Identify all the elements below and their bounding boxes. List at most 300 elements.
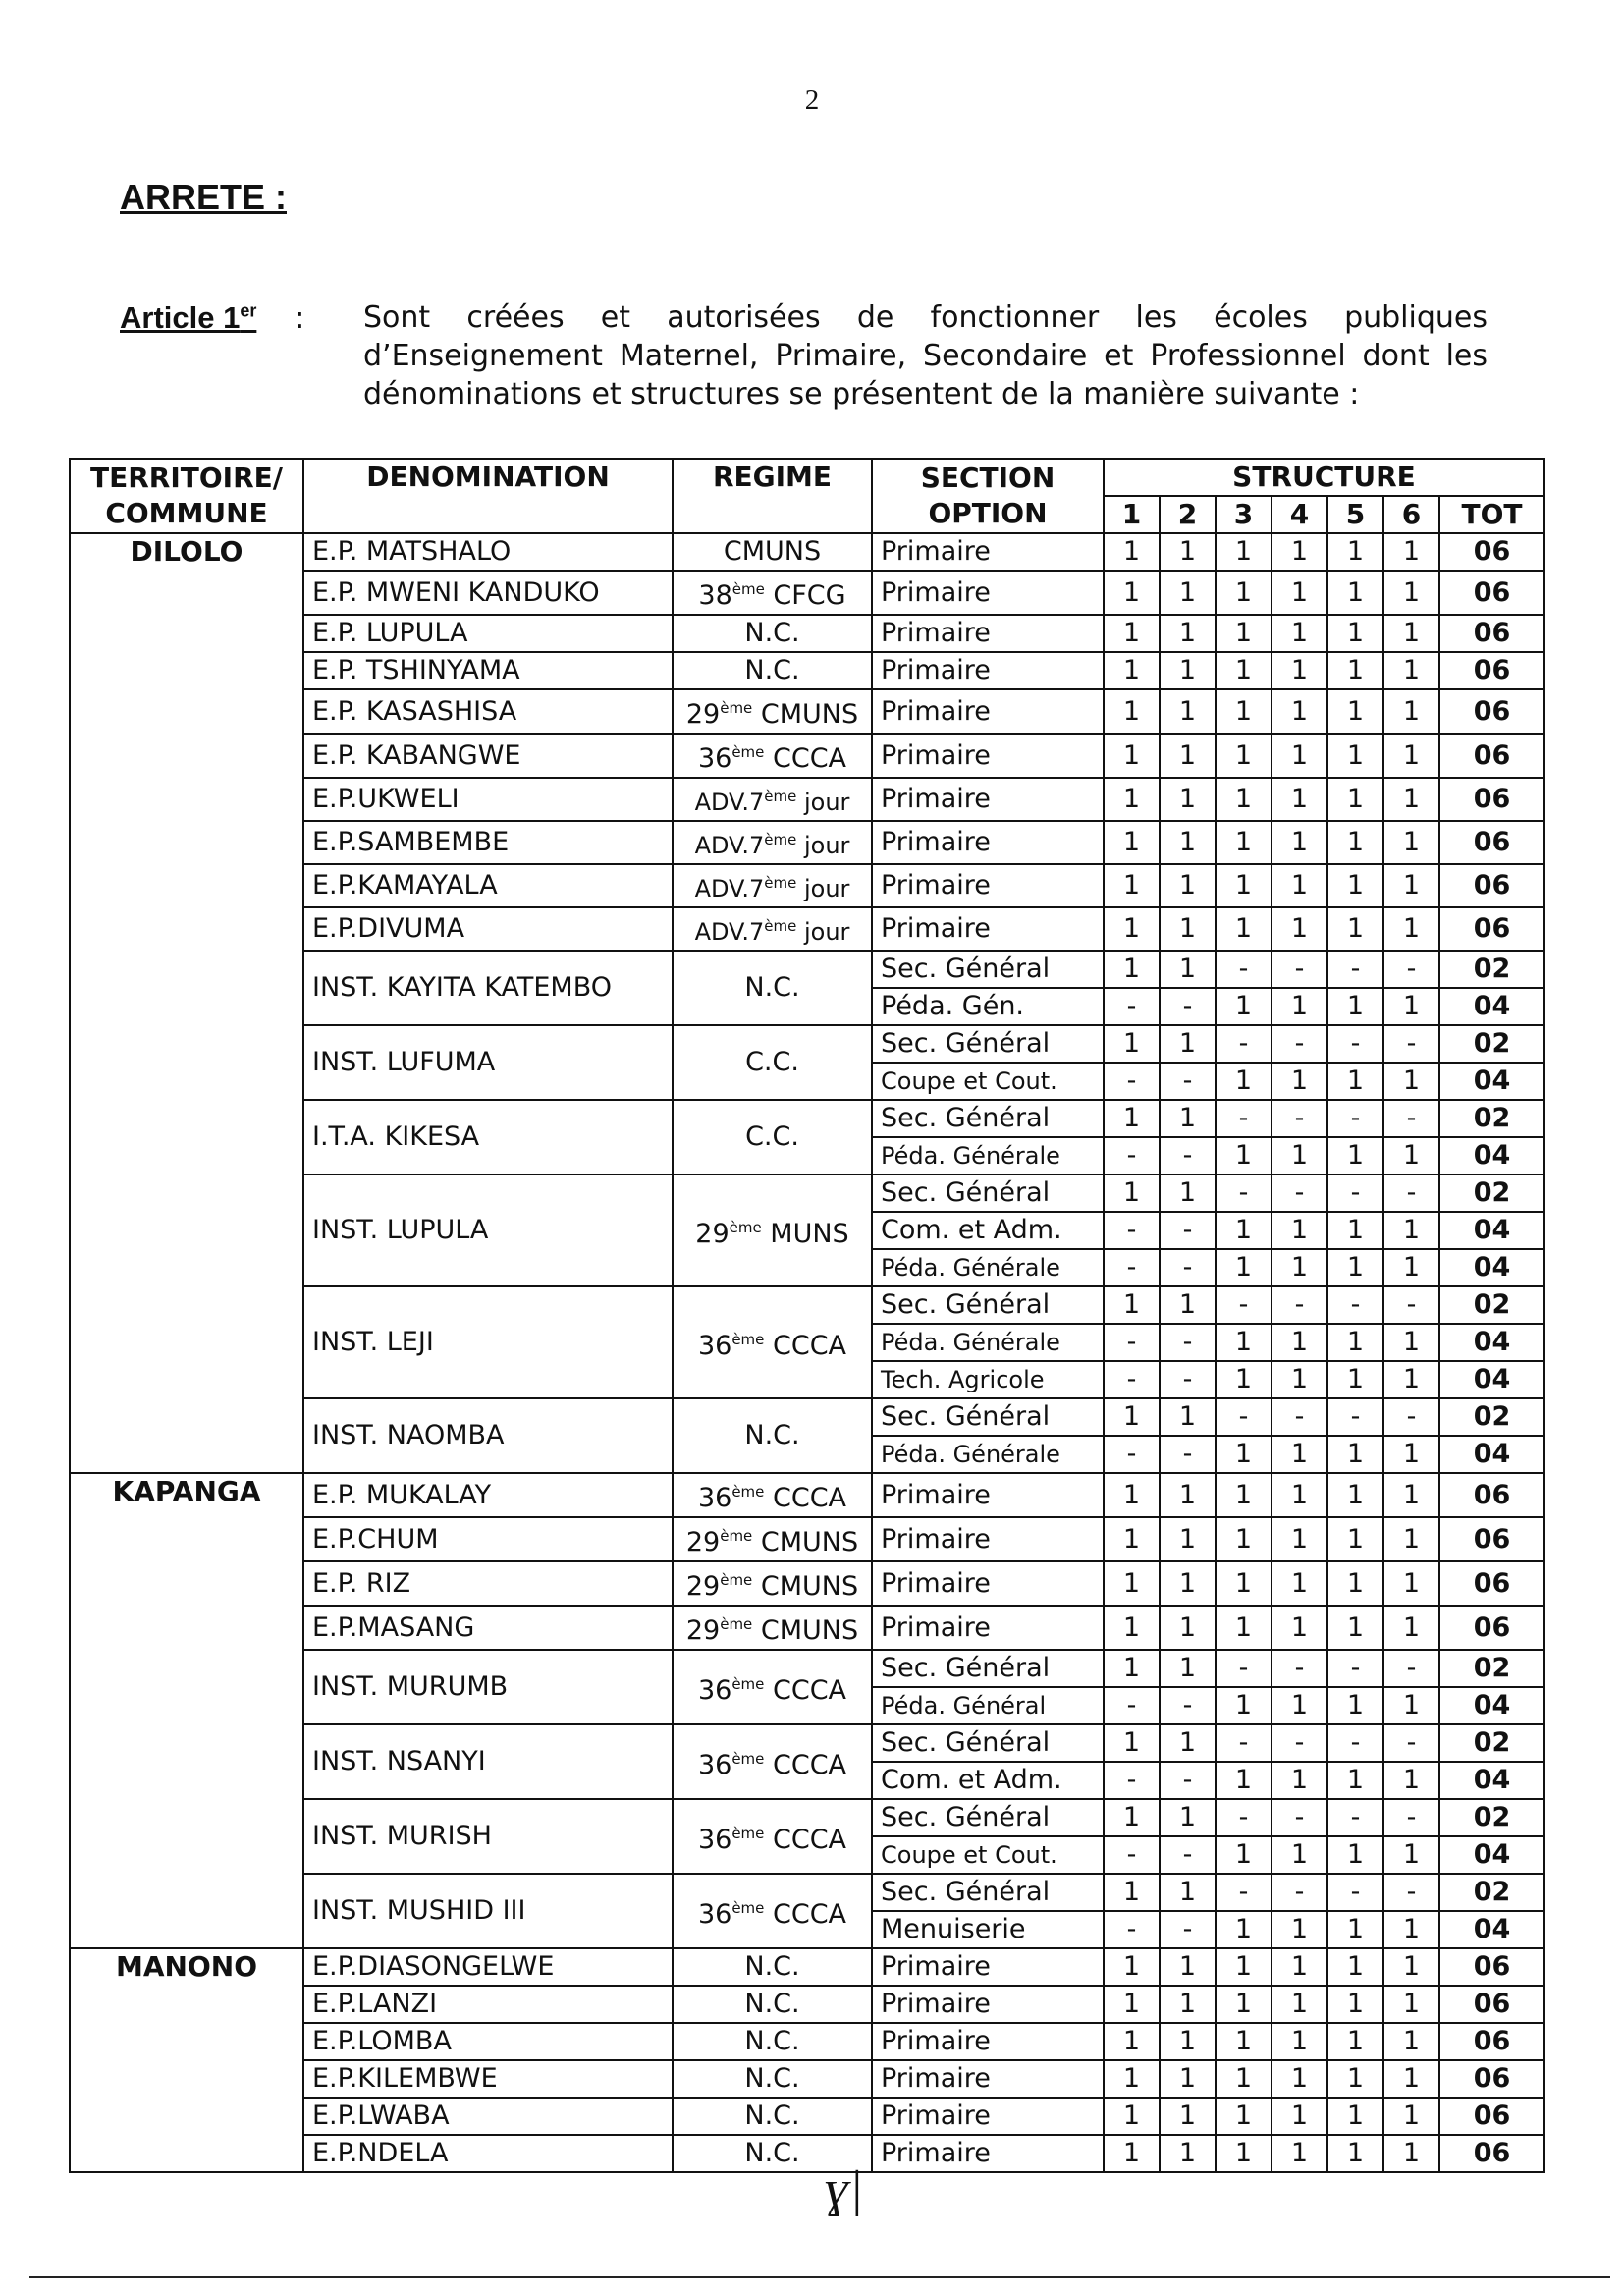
structure-cell: 1 <box>1383 1063 1439 1100</box>
territoire-cell: DILOLO <box>70 533 303 1473</box>
structure-cell: - <box>1160 1762 1216 1799</box>
structure-cell: - <box>1216 1799 1272 1836</box>
regime-cell: 36ème CCCA <box>673 1874 872 1948</box>
section-cell: Péda. Gén. <box>872 988 1104 1025</box>
total-cell: 02 <box>1439 1724 1544 1762</box>
structure-cell: 1 <box>1216 615 1272 652</box>
structure-cell: 1 <box>1104 1650 1160 1687</box>
structure-cell: 1 <box>1272 734 1327 778</box>
structure-cell: 1 <box>1383 821 1439 864</box>
structure-cell: 1 <box>1160 1100 1216 1137</box>
structure-cell: 1 <box>1383 1911 1439 1948</box>
structure-cell: - <box>1216 1100 1272 1137</box>
structure-cell: - <box>1160 1212 1216 1249</box>
structure-cell: - <box>1383 951 1439 988</box>
structure-cell: - <box>1327 1025 1383 1063</box>
denomination-cell: E.P.NDELA <box>303 2135 673 2172</box>
section-cell: Sec. Général <box>872 1025 1104 1063</box>
regime-cell: 29ème CMUNS <box>673 1606 872 1650</box>
denomination-cell: INST. LUPULA <box>303 1174 673 1286</box>
bottom-rule <box>29 2276 1610 2278</box>
structure-cell: 1 <box>1160 571 1216 615</box>
structure-cell: - <box>1216 1650 1272 1687</box>
structure-cell: 1 <box>1327 1517 1383 1561</box>
regime-cell: N.C. <box>673 1948 872 1986</box>
structure-cell: 1 <box>1272 1687 1327 1724</box>
denomination-cell: E.P.MASANG <box>303 1606 673 1650</box>
structure-cell: 1 <box>1160 1025 1216 1063</box>
structure-cell: 1 <box>1272 1436 1327 1473</box>
structure-cell: 1 <box>1216 1986 1272 2023</box>
structure-cell: 1 <box>1383 988 1439 1025</box>
regime-cell: 36ème CCCA <box>673 1650 872 1724</box>
structure-cell: 1 <box>1160 533 1216 571</box>
total-cell: 06 <box>1439 864 1544 907</box>
regime-cell: N.C. <box>673 2060 872 2098</box>
structure-cell: 1 <box>1104 2023 1160 2060</box>
structure-cell: - <box>1272 1650 1327 1687</box>
section-cell: Sec. Général <box>872 1724 1104 1762</box>
structure-cell: 1 <box>1160 951 1216 988</box>
structure-cell: - <box>1160 988 1216 1025</box>
structure-cell: 1 <box>1327 1911 1383 1948</box>
regime-cell: N.C. <box>673 2098 872 2135</box>
regime-cell: CMUNS <box>673 533 872 571</box>
structure-cell: 1 <box>1272 778 1327 821</box>
structure-cell: 1 <box>1272 1911 1327 1948</box>
total-cell: 06 <box>1439 615 1544 652</box>
structure-cell: 1 <box>1160 734 1216 778</box>
section-cell: Primaire <box>872 2060 1104 2098</box>
structure-cell: - <box>1104 1137 1160 1174</box>
section-cell: Primaire <box>872 652 1104 689</box>
total-cell: 06 <box>1439 2098 1544 2135</box>
section-cell: Sec. Général <box>872 1100 1104 1137</box>
schools-table <box>69 458 1545 2173</box>
structure-cell: - <box>1272 1724 1327 1762</box>
section-cell: Primaire <box>872 1517 1104 1561</box>
structure-cell: 1 <box>1272 571 1327 615</box>
regime-cell: ADV.7ème jour <box>673 907 872 951</box>
structure-cell: 1 <box>1216 533 1272 571</box>
structure-cell: 1 <box>1272 988 1327 1025</box>
structure-cell: - <box>1104 1212 1160 1249</box>
regime-cell: N.C. <box>673 1986 872 2023</box>
total-cell: 06 <box>1439 571 1544 615</box>
structure-cell: - <box>1272 1286 1327 1324</box>
structure-cell: - <box>1383 1724 1439 1762</box>
total-cell: 06 <box>1439 1606 1544 1650</box>
total-cell: 06 <box>1439 734 1544 778</box>
structure-cell: 1 <box>1104 1799 1160 1836</box>
structure-cell: - <box>1383 1100 1439 1137</box>
regime-cell: ADV.7ème jour <box>673 778 872 821</box>
structure-cell: - <box>1327 951 1383 988</box>
structure-cell: 1 <box>1327 988 1383 1025</box>
structure-cell: 1 <box>1160 2135 1216 2172</box>
structure-cell: 1 <box>1216 1212 1272 1249</box>
structure-cell: 1 <box>1327 2135 1383 2172</box>
denomination-cell: E.P. KABANGWE <box>303 734 673 778</box>
structure-cell: 1 <box>1327 1948 1383 1986</box>
regime-cell: ADV.7ème jour <box>673 864 872 907</box>
structure-cell: 1 <box>1383 1324 1439 1361</box>
structure-cell: - <box>1104 1324 1160 1361</box>
section-cell: Primaire <box>872 821 1104 864</box>
structure-cell: 1 <box>1327 1473 1383 1517</box>
section-cell: Péda. Générale <box>872 1137 1104 1174</box>
structure-cell: - <box>1216 951 1272 988</box>
section-cell: Sec. Général <box>872 1874 1104 1911</box>
section-cell: Péda. Générale <box>872 1324 1104 1361</box>
page-number: 2 <box>804 84 820 116</box>
denomination-cell: INST. LUFUMA <box>303 1025 673 1100</box>
header-denomination: DENOMINATION <box>303 459 673 533</box>
structure-cell: 1 <box>1216 571 1272 615</box>
decree-heading: ARRETE : <box>120 177 287 217</box>
structure-cell: 1 <box>1272 533 1327 571</box>
territoire-cell: MANONO <box>70 1948 303 2172</box>
structure-cell: 1 <box>1383 864 1439 907</box>
structure-cell: 1 <box>1216 821 1272 864</box>
structure-cell: 1 <box>1160 689 1216 734</box>
structure-cell: 1 <box>1327 1836 1383 1874</box>
denomination-cell: E.P. MWENI KANDUKO <box>303 571 673 615</box>
structure-cell: - <box>1272 951 1327 988</box>
structure-cell: 1 <box>1383 2098 1439 2135</box>
structure-cell: 1 <box>1383 1137 1439 1174</box>
structure-cell: 1 <box>1327 1249 1383 1286</box>
section-cell: Menuiserie <box>872 1911 1104 1948</box>
structure-cell: 1 <box>1160 1398 1216 1436</box>
structure-cell: 1 <box>1104 1986 1160 2023</box>
structure-cell: - <box>1216 1025 1272 1063</box>
regime-cell: N.C. <box>673 1398 872 1473</box>
structure-cell: 1 <box>1383 734 1439 778</box>
structure-cell: - <box>1272 1174 1327 1212</box>
regime-cell: 36ème CCCA <box>673 1799 872 1874</box>
total-cell: 02 <box>1439 1286 1544 1324</box>
total-cell: 04 <box>1439 1249 1544 1286</box>
denomination-cell: I.T.A. KIKESA <box>303 1100 673 1174</box>
article-text: Sont créées et autorisées de fonctionner les écoles publiques d’Enseignement Maternel, Primaire, Secondaire et Professionnel dont les dénominations et structures se présentent de la manière suivante : <box>363 300 1488 411</box>
structure-cell: 1 <box>1272 652 1327 689</box>
structure-cell: 1 <box>1216 907 1272 951</box>
regime-cell: N.C. <box>673 951 872 1025</box>
total-cell: 02 <box>1439 1874 1544 1911</box>
structure-cell: 1 <box>1160 2098 1216 2135</box>
section-cell: Péda. Général <box>872 1687 1104 1724</box>
total-cell: 06 <box>1439 907 1544 951</box>
denomination-cell: INST. MUSHID III <box>303 1874 673 1948</box>
structure-cell: 1 <box>1327 1561 1383 1606</box>
structure-cell: - <box>1104 1762 1160 1799</box>
header-col-5: 5 <box>1327 496 1383 533</box>
structure-cell: 1 <box>1272 2023 1327 2060</box>
structure-cell: 1 <box>1383 1212 1439 1249</box>
structure-cell: - <box>1104 1361 1160 1398</box>
structure-cell: 1 <box>1216 864 1272 907</box>
structure-cell: 1 <box>1327 2098 1383 2135</box>
structure-cell: 1 <box>1216 1517 1272 1561</box>
structure-cell: 1 <box>1216 1473 1272 1517</box>
structure-cell: 1 <box>1216 1249 1272 1286</box>
structure-cell: 1 <box>1160 1606 1216 1650</box>
regime-cell: 38ème CFCG <box>673 571 872 615</box>
structure-cell: - <box>1160 1836 1216 1874</box>
structure-cell: 1 <box>1104 1025 1160 1063</box>
structure-cell: 1 <box>1383 652 1439 689</box>
structure-cell: 1 <box>1327 1324 1383 1361</box>
structure-cell: 1 <box>1327 1687 1383 1724</box>
denomination-cell: INST. MURUMB <box>303 1650 673 1724</box>
section-cell: Primaire <box>872 571 1104 615</box>
section-cell: Com. et Adm. <box>872 1762 1104 1799</box>
structure-cell: 1 <box>1272 2135 1327 2172</box>
total-cell: 06 <box>1439 2135 1544 2172</box>
total-cell: 06 <box>1439 689 1544 734</box>
structure-cell: 1 <box>1216 1324 1272 1361</box>
section-cell: Primaire <box>872 1473 1104 1517</box>
structure-cell: 1 <box>1272 2098 1327 2135</box>
structure-cell: - <box>1383 1650 1439 1687</box>
section-cell: Primaire <box>872 1948 1104 1986</box>
section-cell: Péda. Générale <box>872 1249 1104 1286</box>
schools-table-body <box>70 533 1544 2172</box>
regime-cell: 29ème CMUNS <box>673 689 872 734</box>
structure-cell: 1 <box>1272 1561 1327 1606</box>
denomination-cell: INST. LEJI <box>303 1286 673 1398</box>
denomination-cell: E.P.LWABA <box>303 2098 673 2135</box>
denomination-cell: E.P.LOMBA <box>303 2023 673 2060</box>
structure-cell: 1 <box>1272 1762 1327 1799</box>
structure-cell: 1 <box>1160 1799 1216 1836</box>
structure-cell: 1 <box>1216 1063 1272 1100</box>
structure-cell: 1 <box>1327 652 1383 689</box>
total-cell: 06 <box>1439 1473 1544 1517</box>
structure-cell: 1 <box>1216 689 1272 734</box>
header-col-tot: TOT <box>1439 496 1544 533</box>
structure-cell: 1 <box>1327 1361 1383 1398</box>
section-cell: Sec. Général <box>872 1286 1104 1324</box>
structure-cell: 1 <box>1104 1948 1160 1986</box>
structure-cell: 1 <box>1160 1650 1216 1687</box>
structure-cell: 1 <box>1160 2023 1216 2060</box>
denomination-cell: INST. MURISH <box>303 1799 673 1874</box>
structure-cell: 1 <box>1104 2135 1160 2172</box>
structure-cell: 1 <box>1104 2060 1160 2098</box>
structure-cell: 1 <box>1327 1762 1383 1799</box>
regime-cell: 36ème CCCA <box>673 1724 872 1799</box>
section-cell: Sec. Général <box>872 1398 1104 1436</box>
structure-cell: 1 <box>1327 2060 1383 2098</box>
structure-cell: 1 <box>1272 1212 1327 1249</box>
total-cell: 06 <box>1439 821 1544 864</box>
section-cell: Primaire <box>872 2135 1104 2172</box>
total-cell: 04 <box>1439 1361 1544 1398</box>
section-cell: Sec. Général <box>872 1650 1104 1687</box>
structure-cell: 1 <box>1104 1398 1160 1436</box>
structure-cell: 1 <box>1216 988 1272 1025</box>
structure-cell: 1 <box>1383 1836 1439 1874</box>
structure-cell: 1 <box>1216 2098 1272 2135</box>
structure-cell: - <box>1272 1025 1327 1063</box>
total-cell: 06 <box>1439 1948 1544 1986</box>
structure-cell: 1 <box>1327 1063 1383 1100</box>
structure-cell: 1 <box>1160 1517 1216 1561</box>
structure-cell: 1 <box>1272 907 1327 951</box>
structure-cell: 1 <box>1216 734 1272 778</box>
structure-cell: 1 <box>1383 2135 1439 2172</box>
regime-cell: N.C. <box>673 652 872 689</box>
section-cell: Tech. Agricole <box>872 1361 1104 1398</box>
structure-cell: 1 <box>1216 1606 1272 1650</box>
structure-cell: 1 <box>1327 907 1383 951</box>
section-cell: Primaire <box>872 734 1104 778</box>
structure-cell: 1 <box>1272 1948 1327 1986</box>
structure-cell: 1 <box>1160 1948 1216 1986</box>
structure-cell: 1 <box>1383 1687 1439 1724</box>
structure-cell: - <box>1272 1799 1327 1836</box>
structure-cell: 1 <box>1272 1249 1327 1286</box>
header-row-top <box>70 459 1544 496</box>
section-cell: Primaire <box>872 2023 1104 2060</box>
structure-cell: 1 <box>1160 1473 1216 1517</box>
article-label-text: Article 1 <box>120 300 241 335</box>
structure-cell: - <box>1383 1174 1439 1212</box>
structure-cell: - <box>1327 1174 1383 1212</box>
section-cell: Com. et Adm. <box>872 1212 1104 1249</box>
table-row <box>70 1473 1544 1517</box>
header-col-2: 2 <box>1160 496 1216 533</box>
header-structure: STRUCTURE <box>1104 459 1544 496</box>
total-cell: 04 <box>1439 1212 1544 1249</box>
structure-cell: 1 <box>1160 1174 1216 1212</box>
denomination-cell: E.P.DIASONGELWE <box>303 1948 673 1986</box>
structure-cell: 1 <box>1327 1212 1383 1249</box>
structure-cell: 1 <box>1383 1561 1439 1606</box>
regime-cell: 36ème CCCA <box>673 1286 872 1398</box>
structure-cell: 1 <box>1216 1361 1272 1398</box>
structure-cell: 1 <box>1383 1762 1439 1799</box>
structure-cell: 1 <box>1383 533 1439 571</box>
structure-cell: - <box>1327 1724 1383 1762</box>
structure-cell: - <box>1383 1799 1439 1836</box>
structure-cell: - <box>1272 1100 1327 1137</box>
denomination-cell: E.P.SAMBEMBE <box>303 821 673 864</box>
structure-cell: 1 <box>1216 778 1272 821</box>
territoire-cell: KAPANGA <box>70 1473 303 1948</box>
structure-cell: 1 <box>1160 778 1216 821</box>
structure-cell: 1 <box>1272 689 1327 734</box>
regime-cell: N.C. <box>673 615 872 652</box>
regime-cell: 36ème CCCA <box>673 1473 872 1517</box>
structure-cell: 1 <box>1327 1436 1383 1473</box>
structure-cell: 1 <box>1216 2135 1272 2172</box>
structure-cell: 1 <box>1104 907 1160 951</box>
structure-cell: 1 <box>1160 864 1216 907</box>
structure-cell: 1 <box>1216 2023 1272 2060</box>
regime-cell: 29ème MUNS <box>673 1174 872 1286</box>
structure-cell: 1 <box>1104 1724 1160 1762</box>
total-cell: 06 <box>1439 1561 1544 1606</box>
structure-cell: - <box>1383 1286 1439 1324</box>
regime-cell: ADV.7ème jour <box>673 821 872 864</box>
total-cell: 02 <box>1439 1174 1544 1212</box>
structure-cell: 1 <box>1104 1286 1160 1324</box>
structure-cell: - <box>1327 1874 1383 1911</box>
total-cell: 06 <box>1439 2060 1544 2098</box>
structure-cell: - <box>1160 1687 1216 1724</box>
denomination-cell: E.P. MATSHALO <box>303 533 673 571</box>
structure-cell: 1 <box>1327 615 1383 652</box>
denomination-cell: E.P. RIZ <box>303 1561 673 1606</box>
structure-cell: 1 <box>1383 689 1439 734</box>
structure-cell: 1 <box>1160 2060 1216 2098</box>
denomination-cell: E.P.KILEMBWE <box>303 2060 673 2098</box>
structure-cell: - <box>1327 1286 1383 1324</box>
structure-cell: - <box>1160 1361 1216 1398</box>
section-cell: Primaire <box>872 2098 1104 2135</box>
total-cell: 04 <box>1439 1762 1544 1799</box>
structure-cell: 1 <box>1104 689 1160 734</box>
structure-cell: 1 <box>1383 1473 1439 1517</box>
denomination-cell: E.P.KAMAYALA <box>303 864 673 907</box>
structure-cell: 1 <box>1327 734 1383 778</box>
structure-cell: 1 <box>1327 571 1383 615</box>
header-territoire: TERRITOIRE/ COMMUNE <box>70 459 303 533</box>
structure-cell: 1 <box>1383 1948 1439 1986</box>
structure-cell: 1 <box>1160 1724 1216 1762</box>
structure-cell: - <box>1327 1398 1383 1436</box>
total-cell: 06 <box>1439 652 1544 689</box>
structure-cell: - <box>1216 1398 1272 1436</box>
total-cell: 02 <box>1439 1650 1544 1687</box>
structure-cell: 1 <box>1104 1473 1160 1517</box>
total-cell: 04 <box>1439 1137 1544 1174</box>
structure-cell: - <box>1272 1398 1327 1436</box>
structure-cell: 1 <box>1327 778 1383 821</box>
regime-cell: 29ème CMUNS <box>673 1517 872 1561</box>
structure-cell: - <box>1327 1650 1383 1687</box>
section-cell: Primaire <box>872 689 1104 734</box>
structure-cell: 1 <box>1383 907 1439 951</box>
structure-cell: - <box>1160 1911 1216 1948</box>
total-cell: 06 <box>1439 1986 1544 2023</box>
structure-cell: 1 <box>1272 615 1327 652</box>
structure-cell: 1 <box>1383 1986 1439 2023</box>
structure-cell: 1 <box>1272 1986 1327 2023</box>
article-label <box>120 300 256 336</box>
structure-cell: 1 <box>1327 1137 1383 1174</box>
structure-cell: 1 <box>1104 652 1160 689</box>
section-cell: Primaire <box>872 615 1104 652</box>
structure-cell: 1 <box>1383 571 1439 615</box>
structure-cell: 1 <box>1327 1986 1383 2023</box>
section-cell: Primaire <box>872 907 1104 951</box>
structure-cell: - <box>1383 1398 1439 1436</box>
header-col-1: 1 <box>1104 496 1160 533</box>
structure-cell: 1 <box>1383 1361 1439 1398</box>
structure-cell: 1 <box>1327 821 1383 864</box>
regime-cell: 36ème CCCA <box>673 734 872 778</box>
structure-cell: 1 <box>1327 864 1383 907</box>
structure-cell: 1 <box>1104 951 1160 988</box>
section-cell: Primaire <box>872 1986 1104 2023</box>
section-cell: Péda. Générale <box>872 1436 1104 1473</box>
structure-cell: - <box>1160 1436 1216 1473</box>
structure-cell: 1 <box>1327 2023 1383 2060</box>
